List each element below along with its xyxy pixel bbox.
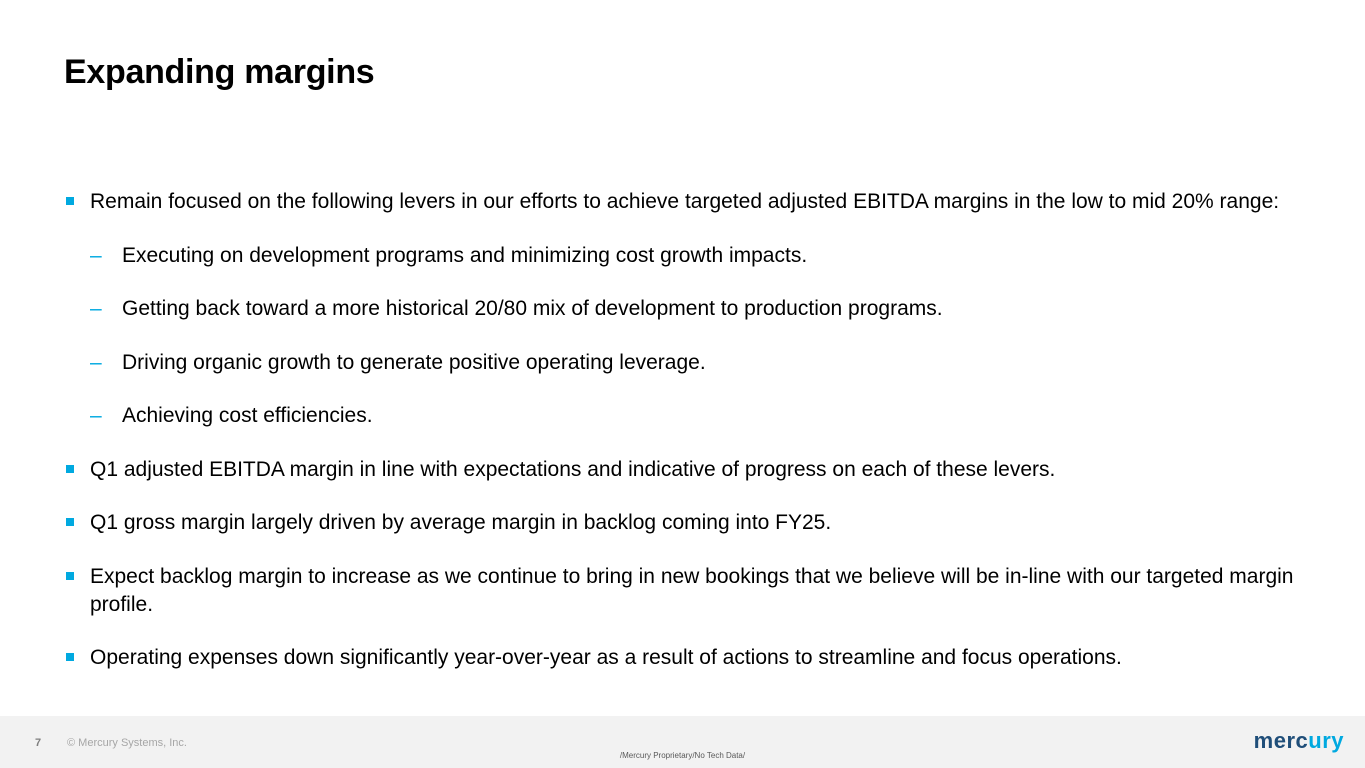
slide-title: Expanding margins <box>64 53 375 91</box>
bullet-item <box>64 509 1304 537</box>
page-number: 7 <box>35 737 42 749</box>
square-bullet-icon <box>66 518 74 526</box>
bullet-list <box>64 188 1304 698</box>
square-bullet-icon <box>66 572 74 580</box>
bullet-text: Executing on development programs and minimizing cost growth impacts. <box>122 243 808 267</box>
bullet-text: Operating expenses down significantly year-over-year as a result of actions to streamline and focus operations. <box>90 646 1122 669</box>
bullet-text: Expect backlog margin to increase as we continue to bring in new bookings that we believe will be in-line with our targeted margin profile. <box>90 564 1294 616</box>
bullet-text: Remain focused on the following levers in our efforts to achieve targeted adjusted EBITDA margins in the low to mid 20% range: <box>90 190 1280 213</box>
square-bullet-icon <box>66 465 74 473</box>
logo-text-part1: merc <box>1253 728 1309 753</box>
bullet-item <box>64 188 1304 216</box>
square-bullet-icon <box>66 197 74 205</box>
bullet-text: Driving organic growth to generate positive operating leverage. <box>122 350 706 374</box>
mercury-logo <box>1254 728 1344 754</box>
dash-bullet-icon: – <box>90 350 102 374</box>
bullet-text: Q1 adjusted EBITDA margin in line with expectations and indicative of progress on each of these levers. <box>90 457 1056 481</box>
slide-footer <box>0 716 1365 768</box>
bullet-text: Getting back toward a more historical 20/80 mix of development to production programs. <box>122 297 943 320</box>
bullet-item <box>64 563 1304 619</box>
sub-bullet-item <box>64 295 1304 323</box>
bullet-item <box>64 456 1304 484</box>
sub-bullet-item <box>64 349 1304 377</box>
bullet-item <box>64 644 1304 672</box>
sub-bullet-item <box>64 402 1304 430</box>
bullet-text: Q1 gross margin largely driven by average margin in backlog coming into FY25. <box>90 511 832 534</box>
copyright-text: © Mercury Systems, Inc. <box>67 737 187 749</box>
bullet-text: Achieving cost efficiencies. <box>122 404 373 427</box>
dash-bullet-icon: – <box>90 404 102 427</box>
classification-label: /Mercury Proprietary/No Tech Data/ <box>619 751 746 760</box>
dash-bullet-icon: – <box>90 243 102 267</box>
dash-bullet-icon: – <box>90 297 102 320</box>
logo-text-part2: ury <box>1308 728 1344 753</box>
square-bullet-icon <box>66 653 74 661</box>
sub-bullet-item <box>64 242 1304 270</box>
